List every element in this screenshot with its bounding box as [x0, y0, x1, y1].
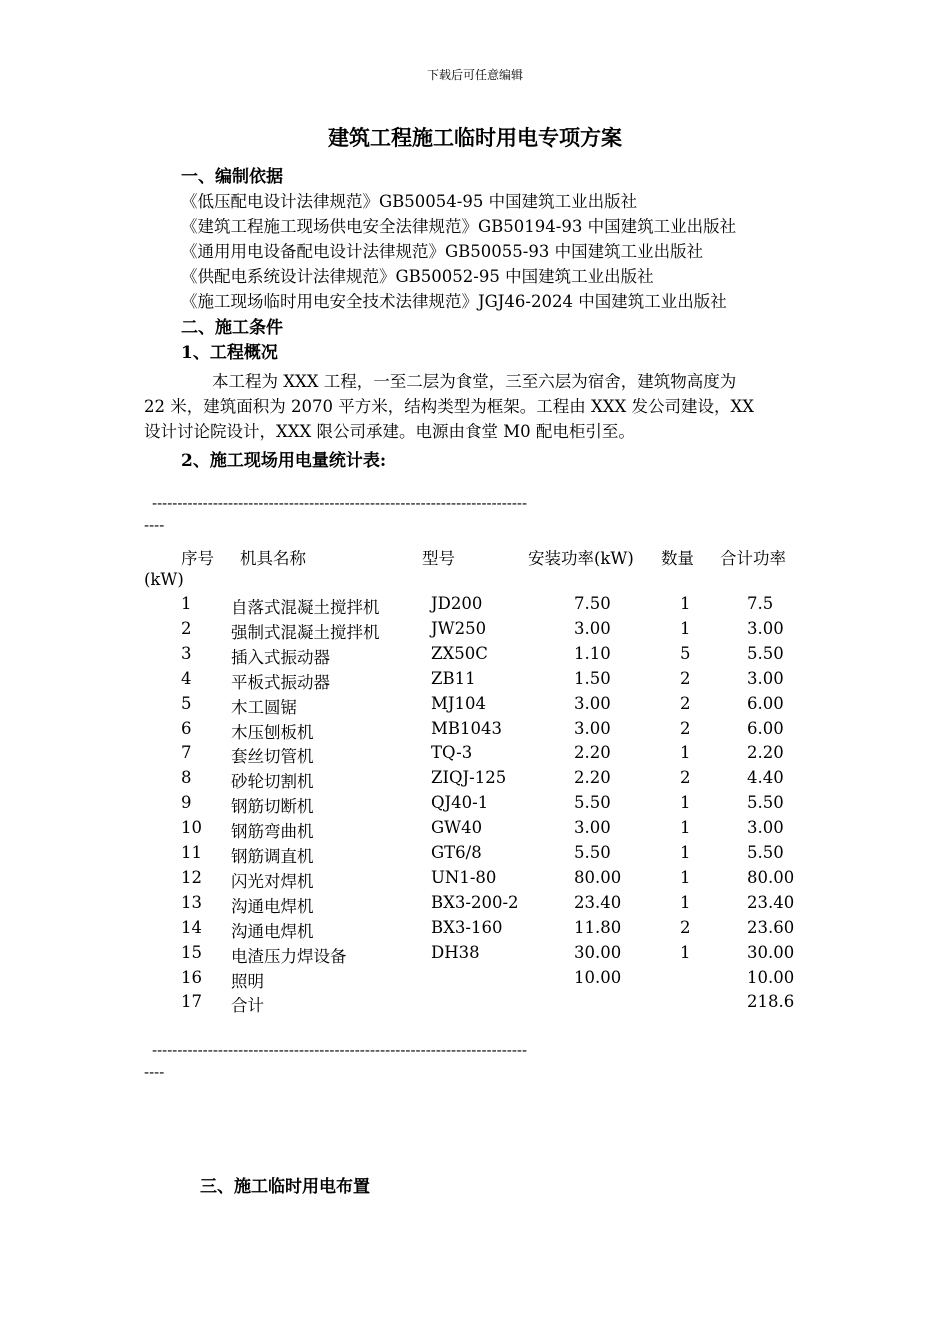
- cell-name: 砂轮切割机: [231, 772, 314, 792]
- cell-qty: 1: [680, 843, 691, 862]
- cell-name: 套丝切管机: [231, 747, 314, 767]
- cell-total: 6.00: [747, 693, 784, 713]
- cell-name: 强制式混凝土搅拌机: [231, 622, 380, 642]
- cell-model: JD200: [431, 594, 483, 613]
- page-header: 下载后可任意编辑: [426, 68, 523, 82]
- document-title: 建筑工程施工临时用电专项方案: [328, 125, 622, 150]
- subsection-project-overview: 1、工程概况: [181, 343, 278, 363]
- reference-item: 《通用用电设备配电设计法律规范》GB50055-93 中国建筑工业出版社: [181, 242, 704, 261]
- table-header-no: 序号: [181, 549, 214, 568]
- section3-heading: 三、施工临时用电布置: [200, 1177, 370, 1197]
- cell-no: 8: [181, 768, 192, 788]
- cell-name: 照明: [231, 971, 264, 991]
- cell-no: 2: [181, 618, 192, 638]
- cell-total: 5.50: [747, 793, 784, 813]
- cell-power: 3.00: [574, 693, 611, 713]
- cell-power: 23.40: [574, 892, 622, 912]
- cell-model: GW40: [431, 818, 483, 838]
- cell-model: ZB11: [431, 668, 476, 688]
- cell-qty: 1: [680, 793, 691, 813]
- cell-power: 3.00: [574, 818, 611, 838]
- cell-qty: 1: [680, 892, 691, 912]
- table-top-dashes: --------------------------------------------------------------------------: [152, 494, 528, 512]
- cell-model: TQ-3: [431, 743, 473, 763]
- cell-model: DH38: [431, 942, 480, 962]
- cell-qty: 2: [680, 718, 691, 738]
- cell-total: 218.6: [747, 992, 795, 1012]
- cell-no: 5: [181, 693, 192, 713]
- cell-qty: 1: [680, 743, 691, 763]
- cell-no: 12: [181, 867, 202, 887]
- cell-model: ZX50C: [431, 643, 488, 663]
- cell-model: BX3-160: [431, 917, 503, 937]
- cell-name: 钢筋弯曲机: [231, 822, 314, 842]
- cell-power: 2.20: [574, 743, 611, 763]
- table-header-model: 型号: [422, 549, 455, 568]
- cell-no: 13: [181, 892, 202, 912]
- cell-total: 3.00: [747, 818, 784, 838]
- cell-model: ZIQJ-125: [431, 768, 507, 788]
- cell-name: 沟通电焊机: [231, 921, 314, 941]
- cell-total: 6.00: [747, 718, 784, 738]
- cell-total: 5.50: [747, 843, 784, 862]
- cell-power: 5.50: [574, 843, 611, 862]
- cell-model: MJ104: [431, 693, 487, 713]
- cell-name: 平板式振动器: [231, 672, 330, 692]
- cell-power: 5.50: [574, 793, 611, 813]
- cell-qty: 1: [680, 618, 691, 638]
- cell-power: 30.00: [574, 942, 622, 962]
- cell-no: 4: [181, 668, 192, 688]
- cell-power: 3.00: [574, 618, 611, 638]
- cell-name: 木压刨板机: [231, 722, 314, 742]
- cell-total: 3.00: [747, 668, 784, 688]
- cell-no: 11: [181, 843, 202, 862]
- reference-item: 《供配电系统设计法律规范》GB50052-95 中国建筑工业出版社: [181, 267, 654, 286]
- subsection-power-table: 2、施工现场用电量统计表:: [181, 451, 387, 471]
- table-bottom-dashes-wrap: ----: [144, 1063, 165, 1081]
- reference-item: 《施工现场临时用电安全技术法律规范》JGJ46-2024 中国建筑工业出版社: [181, 292, 727, 311]
- table-header-qty: 数量: [661, 549, 694, 568]
- cell-name: 木工圆锯: [231, 697, 297, 717]
- cell-name: 自落式混凝土搅拌机: [231, 598, 380, 617]
- cell-power: 7.50: [574, 594, 611, 613]
- table-header-power: 安装功率(kW): [528, 549, 634, 568]
- cell-qty: 2: [680, 668, 691, 688]
- table-bottom-dashes: --------------------------------------------------------------------------: [152, 1041, 528, 1059]
- cell-qty: 2: [680, 917, 691, 937]
- table-top-dashes-wrap: ----: [144, 516, 165, 534]
- cell-model: BX3-200-2: [431, 892, 519, 912]
- cell-qty: 1: [680, 867, 691, 887]
- cell-qty: 2: [680, 693, 691, 713]
- cell-power: 1.50: [574, 668, 611, 688]
- cell-no: 14: [181, 917, 202, 937]
- cell-total: 30.00: [747, 942, 795, 962]
- cell-no: 6: [181, 718, 192, 738]
- table-header-unit: (kW): [144, 570, 184, 589]
- cell-qty: 2: [680, 768, 691, 788]
- table-header-total: 合计功率: [720, 549, 786, 568]
- cell-total: 80.00: [747, 867, 795, 887]
- paragraph-line: 22 米，建筑面积为 2070 平方米，结构类型为框架。工程由 XXX 发公司建设，XX: [144, 397, 754, 416]
- cell-model: UN1-80: [431, 867, 497, 887]
- cell-total: 23.60: [747, 917, 795, 937]
- cell-name: 闪光对焊机: [231, 871, 314, 891]
- cell-model: GT6/8: [431, 843, 482, 862]
- cell-no: 7: [181, 743, 192, 763]
- cell-total: 2.20: [747, 743, 784, 763]
- reference-item: 《建筑工程施工现场供电安全法律规范》GB50194-93 中国建筑工业出版社: [181, 217, 737, 236]
- cell-model: MB1043: [431, 718, 503, 738]
- cell-power: 2.20: [574, 768, 611, 788]
- cell-no: 3: [181, 643, 192, 663]
- section1-heading: 一、编制依据: [181, 167, 283, 187]
- cell-no: 1: [181, 594, 192, 613]
- cell-no: 9: [181, 793, 192, 813]
- cell-power: 1.10: [574, 643, 611, 663]
- cell-total: 5.50: [747, 643, 784, 663]
- section2-heading: 二、施工条件: [181, 318, 283, 338]
- cell-power: 3.00: [574, 718, 611, 738]
- reference-item: 《低压配电设计法律规范》GB50054-95 中国建筑工业出版社: [181, 192, 638, 211]
- cell-total: 23.40: [747, 892, 795, 912]
- table-header-name: 机具名称: [240, 549, 306, 568]
- cell-qty: 1: [680, 818, 691, 838]
- cell-power: 80.00: [574, 867, 622, 887]
- cell-qty: 1: [680, 594, 691, 613]
- cell-qty: 5: [680, 643, 691, 663]
- cell-name: 沟通电焊机: [231, 896, 314, 916]
- cell-power: 10.00: [574, 967, 622, 987]
- cell-model: QJ40-1: [431, 793, 489, 813]
- paragraph-line: 本工程为 XXX 工程，一至二层为食堂，三至六层为宿舍，建筑物高度为: [212, 372, 737, 391]
- cell-name: 合计: [231, 996, 264, 1016]
- cell-name: 电渣压力焊设备: [231, 946, 347, 966]
- cell-name: 插入式振动器: [231, 647, 330, 667]
- cell-total: 3.00: [747, 618, 784, 638]
- cell-name: 钢筋切断机: [231, 797, 314, 817]
- cell-model: JW250: [431, 618, 487, 638]
- cell-name: 钢筋调直机: [231, 847, 314, 866]
- cell-total: 10.00: [747, 967, 795, 987]
- cell-total: 7.5: [747, 594, 774, 613]
- cell-no: 10: [181, 818, 202, 838]
- cell-qty: 1: [680, 942, 691, 962]
- cell-no: 17: [181, 992, 202, 1012]
- cell-total: 4.40: [747, 768, 784, 788]
- cell-no: 16: [181, 967, 202, 987]
- cell-no: 15: [181, 942, 202, 962]
- cell-power: 11.80: [574, 917, 622, 937]
- paragraph-line: 设计讨论院设计，XXX 限公司承建。电源由食堂 M0 配电柜引至。: [144, 422, 635, 441]
